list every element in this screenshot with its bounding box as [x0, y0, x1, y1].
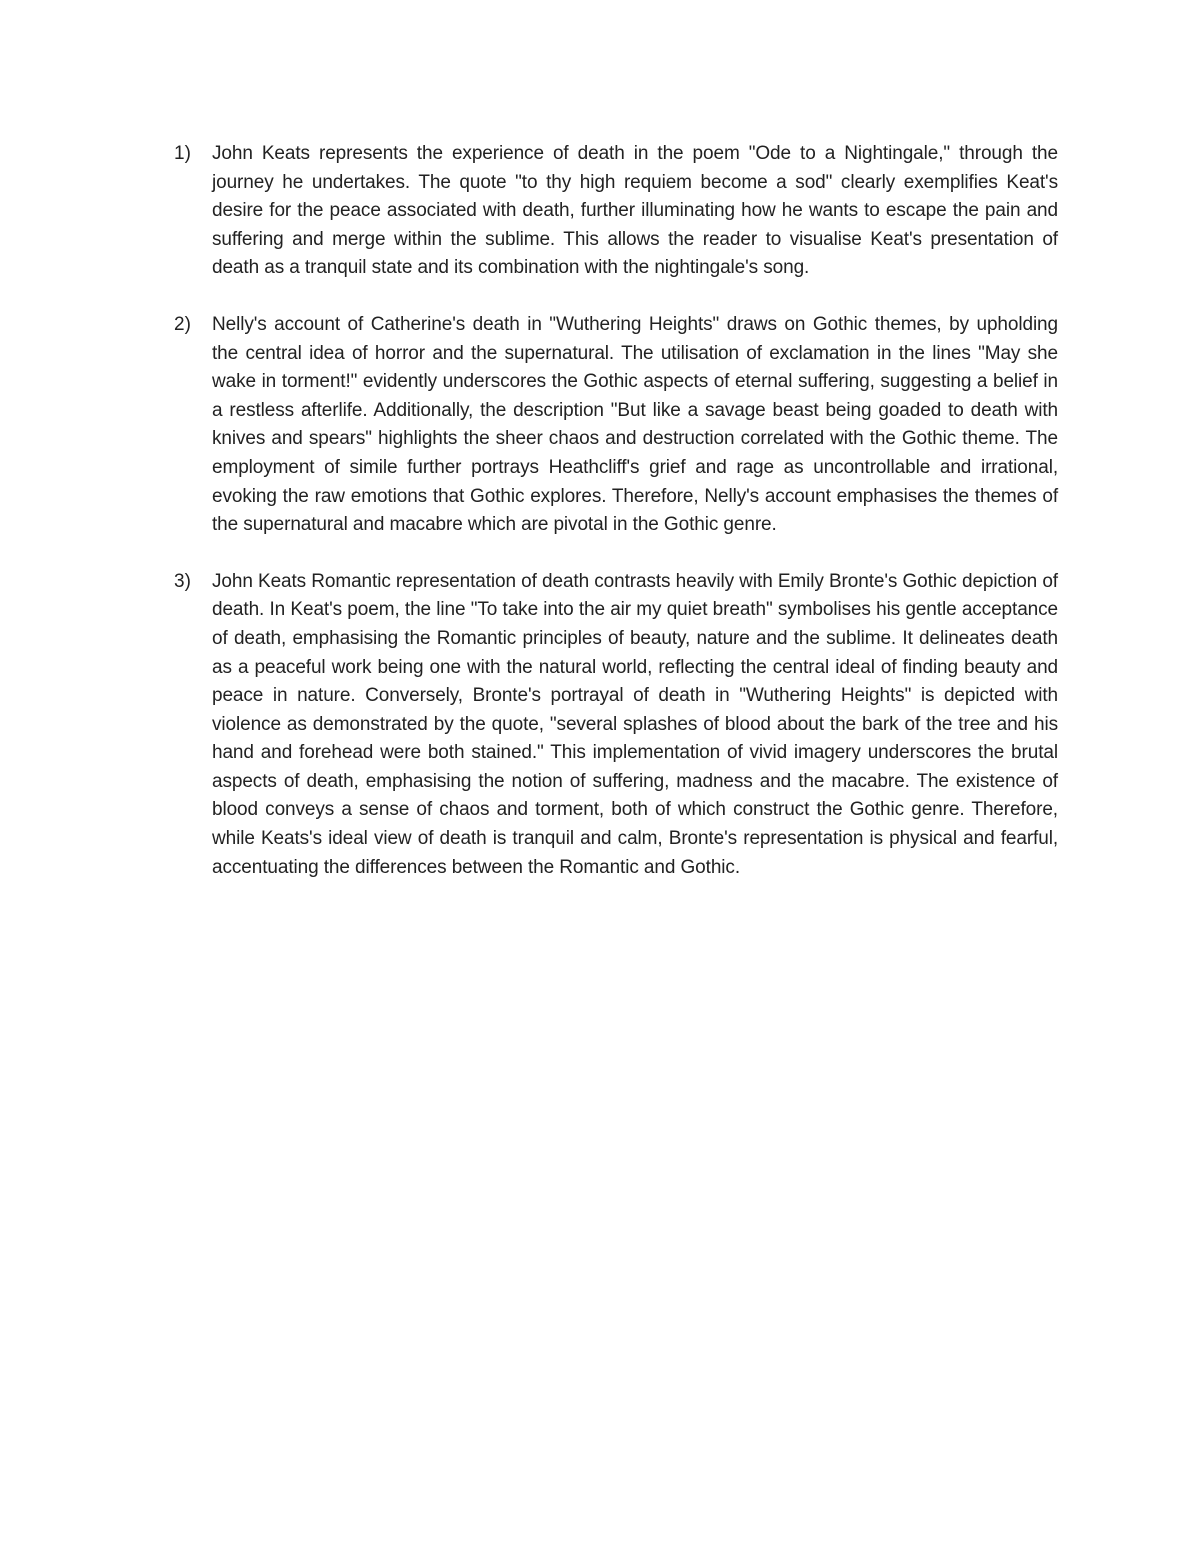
- answer-number: 1): [174, 143, 191, 164]
- answer-item-1: [0, 140, 1200, 283]
- answer-paragraph: John Keats Romantic representation of death contrasts heavily with Emily Bronte's Gothic depiction of death. In Keat's poem, the line "To take into the air my quiet breath" symbolises his gentle acceptance of death, emphasising the Romantic principles of beauty, nature and the sublime. It delineates death as a peaceful work being one with the natural world, reflecting the central ideal of finding beauty and peace in nature. Conversely, Bronte's portrayal of death in "Wuthering Heights" is depicted with violence as demonstrated by the quote, "several splashes of blood about the bark of the tree and his hand and forehead were both stained." This implementation of vivid imagery underscores the brutal aspects of death, emphasising the notion of suffering, madness and the macabre. The existence of blood conveys a sense of chaos and torment, both of which construct the Gothic genre. Therefore, while Keats's ideal view of death is tranquil and calm, Bronte's representation is physical and fearful, accentuating the differences between the Romantic and Gothic.: [212, 570, 1058, 878]
- answer-item-2: [0, 311, 1200, 540]
- answer-number: 2): [174, 313, 191, 335]
- answer-number: 3): [174, 570, 191, 592]
- answer-list: [0, 140, 1200, 910]
- answer-paragraph: John Keats represents the experience of death in the poem "Ode to a Nightingale," through the journey he undertakes. The quote "to thy high requiem become a sod" clearly exemplifies Keat's desire for the peace associated with death, further illuminating how he wants to escape the pain and suffering and merge within the sublime. This allows the reader to visualise Keat's presentation of death as a tranquil state and its combination with the nightingale's song.: [212, 143, 1058, 279]
- answer-paragraph: Nelly's account of Catherine's death in "Wuthering Heights" draws on Gothic themes, by upholding the central idea of horror and the supernatural. The utilisation of exclamation in the lines "May she wake in torment!" evidently underscores the Gothic aspects of eternal suffering, suggesting a belief in a restless afterlife. Additionally, the description "But like a savage beast being goaded to death with knives and spears" highlights the sheer chaos and destruction correlated with the Gothic theme. The employment of simile further portrays Heathcliff's grief and rage as uncontrollable and irrational, evoking the raw emotions that Gothic explores. Therefore, Nelly's account emphasises the themes of the supernatural and macabre which are pivotal in the Gothic genre.: [212, 313, 1058, 536]
- answer-item-3: [0, 568, 1200, 883]
